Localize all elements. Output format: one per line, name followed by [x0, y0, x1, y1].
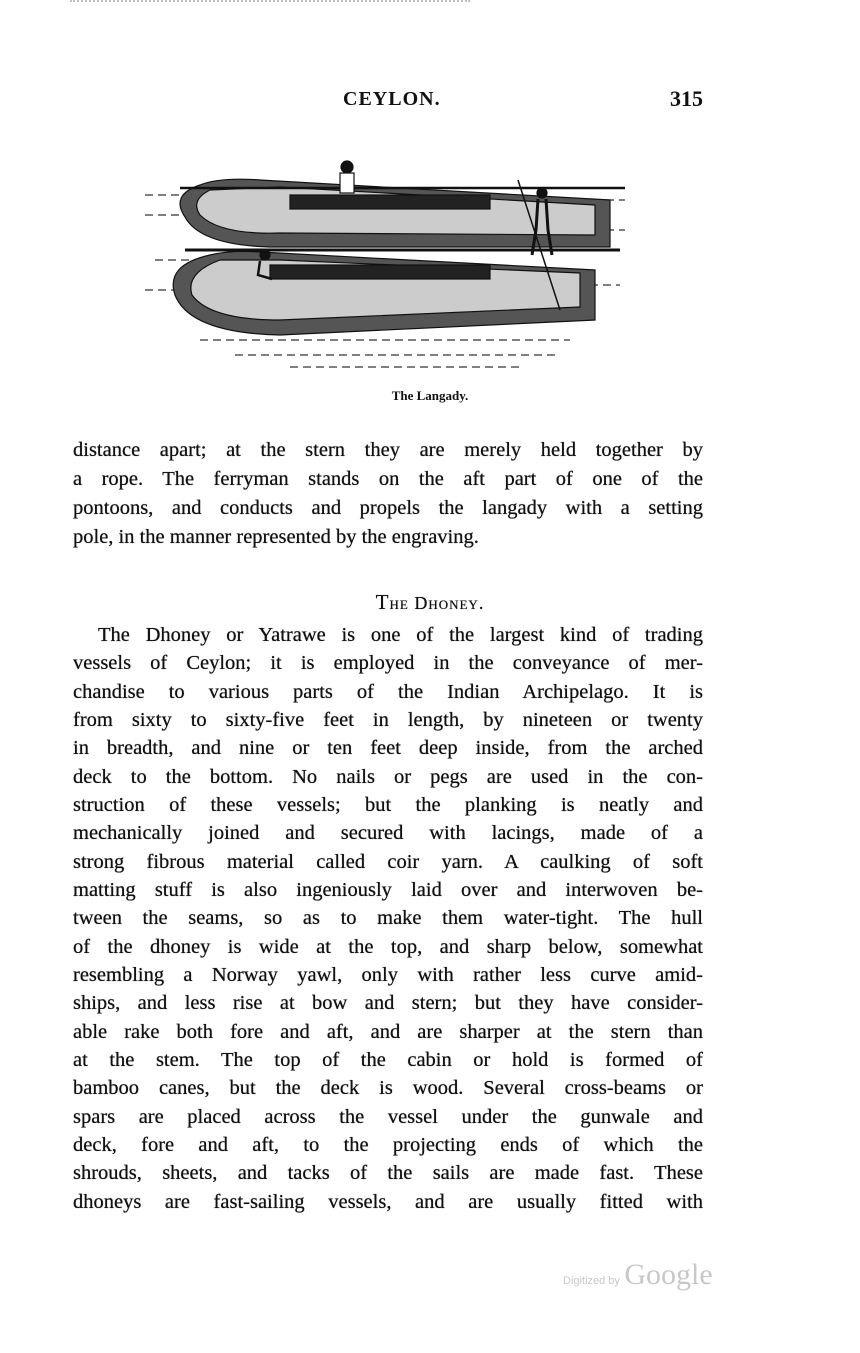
- text-line: pole, in the manner represented by the engraving.: [73, 526, 479, 548]
- google-logo: Google: [624, 1258, 713, 1291]
- text-line: in breadth, and nine or ten feet deep inside, from the arched: [73, 737, 703, 759]
- text-line: deck, fore and aft, to the projecting ends of which the: [73, 1134, 703, 1156]
- text-line: at the stem. The top of the cabin or hold is formed of: [73, 1049, 703, 1071]
- text-line: of the dhoney is wide at the top, and sharp below, somewhat: [73, 936, 703, 958]
- text-line: pontoons, and conducts and propels the langady with a setting: [73, 497, 703, 519]
- text-line: vessels of Ceylon; it is employed in the conveyance of mer-: [73, 652, 703, 674]
- text-line: bamboo canes, but the deck is wood. Several cross-beams or: [73, 1077, 703, 1099]
- text-line: a rope. The ferryman stands on the aft part of one of the: [73, 468, 703, 490]
- text-line: ships, and less rise at bow and stern; but they have consider-: [73, 992, 703, 1014]
- scan-artifact: [70, 0, 470, 8]
- text-line: matting stuff is also ingeniously laid over and interwoven be-: [73, 879, 703, 901]
- text-line: resembling a Norway yawl, only with rather less curve amid-: [73, 964, 703, 986]
- text-line: distance apart; at the stern they are merely held together by: [73, 439, 703, 461]
- page-number: 315: [670, 86, 703, 111]
- text-line: struction of these vessels; but the planking is neatly and: [73, 794, 703, 816]
- text-line: mechanically joined and secured with lacings, made of a: [73, 822, 703, 844]
- text-line: The Dhoney or Yatrawe is one of the largest kind of trading: [98, 624, 703, 646]
- section-heading: The Dhoney.: [375, 590, 485, 614]
- text-line: tween the seams, so as to make them water-tight. The hull: [73, 907, 703, 929]
- figure-caption: The Langady.: [391, 388, 469, 403]
- running-title: CEYLON.: [343, 88, 441, 110]
- text-line: strong fibrous material called coir yarn. A caulking of soft: [73, 851, 703, 873]
- text-line: shrouds, sheets, and tacks of the sails are made fast. These: [73, 1162, 703, 1184]
- text-line: spars are placed across the vessel under the gunwale and: [73, 1106, 703, 1128]
- text-line: from sixty to sixty-five feet in length, by nineteen or twenty: [73, 709, 703, 731]
- langady-illustration: [140, 155, 640, 375]
- text-line: deck to the bottom. No nails or pegs are used in the con-: [73, 766, 703, 788]
- watermark-prefix: Digitized by: [563, 1275, 620, 1287]
- digitized-watermark: [563, 1258, 713, 1292]
- text-line: able rake both fore and aft, and are sharper at the stern than: [73, 1021, 703, 1043]
- text-line: chandise to various parts of the Indian Archipelago. It is: [73, 681, 703, 703]
- text-line: dhoneys are fast-sailing vessels, and are usually fitted with: [73, 1191, 703, 1213]
